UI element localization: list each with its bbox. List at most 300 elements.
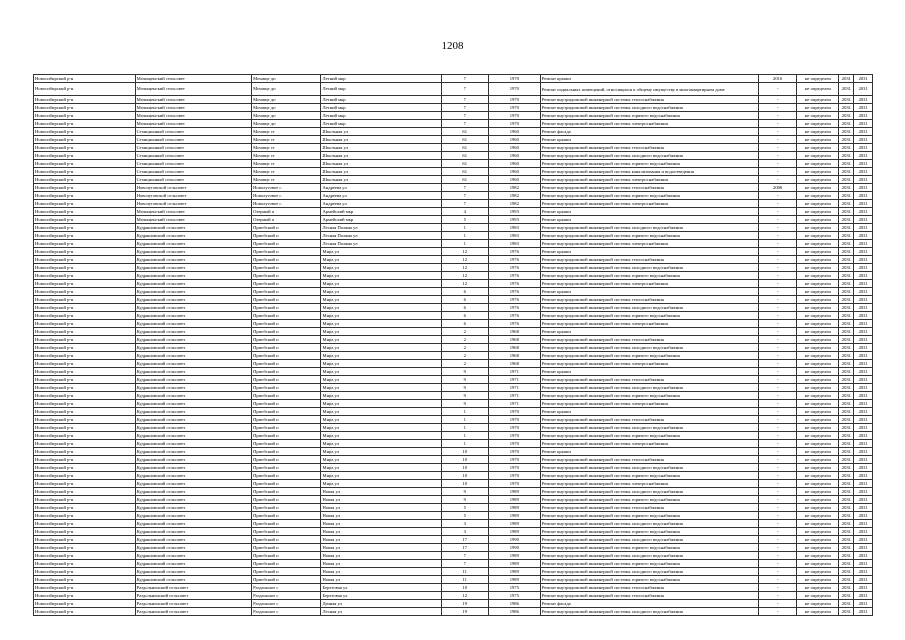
cell-cost: не определен — [797, 280, 839, 288]
cell-plan-start: 2031 — [839, 520, 854, 528]
cell-cost: не определен — [797, 208, 839, 216]
cell-build-year: 1970 — [488, 448, 540, 456]
cell-work-type: Ремонт внутридомовой инженерной системы теплоснабжения — [540, 416, 758, 424]
cell-settlement-council: Кудряшовский сельсовет — [135, 520, 251, 528]
cell-work-type: Ремонт внутридомовой инженерной системы холодного водоснабжения — [540, 552, 758, 560]
cell-last-repair-year: - — [758, 240, 796, 248]
cell-district: Новосибирский р-н — [34, 192, 136, 200]
cell-build-year: 1989 — [488, 520, 540, 528]
cell-cost: не определен — [797, 296, 839, 304]
cell-plan-end: 2031 — [854, 232, 873, 240]
cell-street: Мира ул — [321, 408, 441, 416]
cell-cost: не определен — [797, 336, 839, 344]
cell-work-type: Ремонт крыши — [540, 216, 758, 224]
cell-plan-start: 2031 — [839, 152, 854, 160]
cell-locality: Приобский п — [252, 312, 321, 320]
cell-settlement-council: Кудряшовский сельсовет — [135, 456, 251, 464]
cell-last-repair-year: - — [758, 584, 796, 592]
cell-cost: не определен — [797, 448, 839, 456]
cell-district: Новосибирский р-н — [34, 96, 136, 104]
cell-district: Новосибирский р-н — [34, 528, 136, 536]
cell-street: Березовая ул — [321, 592, 441, 600]
cell-locality: Приобский п — [252, 288, 321, 296]
cell-cost: не определен — [797, 544, 839, 552]
cell-settlement-council: Кудряшовский сельсовет — [135, 376, 251, 384]
cell-locality: Приобский п — [252, 512, 321, 520]
cell-build-year: 1968 — [488, 360, 540, 368]
cell-build-year: 1970 — [488, 112, 540, 120]
cell-work-type: Ремонт внутридомовой инженерной системы теплоснабжения — [540, 456, 758, 464]
cell-build-year: 1982 — [488, 200, 540, 208]
cell-district: Новосибирский р-н — [34, 384, 136, 392]
cell-cost: не определен — [797, 432, 839, 440]
cell-settlement-council: Кудряшовский сельсовет — [135, 240, 251, 248]
cell-plan-start: 2031 — [839, 528, 854, 536]
cell-work-type: Ремонт крыши — [540, 368, 758, 376]
cell-plan-start: 2031 — [839, 216, 854, 224]
cell-work-type: Ремонт внутридомовой инженерной системы электроснабжения — [540, 200, 758, 208]
cell-settlement-council: Кудряшовский сельсовет — [135, 504, 251, 512]
cell-district: Новосибирский р-н — [34, 552, 136, 560]
cell-build-year: 1970 — [488, 432, 540, 440]
cell-last-repair-year: - — [758, 200, 796, 208]
cell-plan-end: 2031 — [854, 144, 873, 152]
cell-work-type: Ремонт внутридомовой инженерной системы холодного водоснабжения — [540, 608, 758, 616]
cell-plan-end: 2031 — [854, 544, 873, 552]
cell-settlement-council: Мочищенский сельсовет — [135, 120, 251, 128]
cell-plan-start: 2031 — [839, 496, 854, 504]
cell-last-repair-year: - — [758, 264, 796, 272]
cell-street: Летний мкр — [321, 83, 441, 96]
cell-build-year: 1986 — [488, 608, 540, 616]
cell-district: Новосибирский р-н — [34, 496, 136, 504]
cell-cost: не определен — [797, 528, 839, 536]
cell-last-repair-year: - — [758, 328, 796, 336]
cell-plan-start: 2031 — [839, 144, 854, 152]
cell-build-year: 1970 — [488, 120, 540, 128]
table-row — [34, 376, 873, 384]
cell-locality: Мочище ст — [252, 128, 321, 136]
table-row — [34, 600, 873, 608]
table-row — [34, 75, 873, 83]
table-body — [34, 75, 873, 616]
cell-street: Мира ул — [321, 456, 441, 464]
cell-district: Новосибирский р-н — [34, 208, 136, 216]
cell-street: Мира ул — [321, 344, 441, 352]
cell-last-repair-year: - — [758, 472, 796, 480]
cell-cost: не определен — [797, 592, 839, 600]
cell-plan-end: 2031 — [854, 264, 873, 272]
cell-last-repair-year: - — [758, 528, 796, 536]
table-row — [34, 464, 873, 472]
cell-build-year: 1983 — [488, 224, 540, 232]
cell-cost: не определен — [797, 600, 839, 608]
cell-work-type: Ремонт внутридомовой инженерной системы холодного водоснабжения — [540, 152, 758, 160]
table-row — [34, 312, 873, 320]
cell-settlement-council: Мочищенский сельсовет — [135, 96, 251, 104]
cell-district: Новосибирский р-н — [34, 432, 136, 440]
table-row — [34, 368, 873, 376]
cell-street: Мира ул — [321, 352, 441, 360]
cell-street: Мира ул — [321, 320, 441, 328]
cell-cost: не определен — [797, 83, 839, 96]
cell-plan-end: 2031 — [854, 448, 873, 456]
cell-cost: не определен — [797, 408, 839, 416]
cell-last-repair-year: - — [758, 360, 796, 368]
cell-plan-start: 2031 — [839, 448, 854, 456]
table-row — [34, 120, 873, 128]
cell-house-number: 7 — [441, 192, 488, 200]
cell-last-repair-year: - — [758, 560, 796, 568]
cell-cost: не определен — [797, 120, 839, 128]
cell-last-repair-year: - — [758, 480, 796, 488]
cell-district: Новосибирский р-н — [34, 256, 136, 264]
cell-house-number: 6 — [441, 288, 488, 296]
cell-locality: Приобский п — [252, 552, 321, 560]
cell-plan-end: 2031 — [854, 536, 873, 544]
cell-plan-end: 2031 — [854, 216, 873, 224]
cell-locality: Приобский п — [252, 488, 321, 496]
cell-build-year: 1990 — [488, 544, 540, 552]
cell-work-type: Ремонт внутридомовой инженерной системы теплоснабжения — [540, 256, 758, 264]
cell-street: Мира ул — [321, 480, 441, 488]
cell-build-year: 1971 — [488, 384, 540, 392]
cell-plan-start: 2031 — [839, 104, 854, 112]
cell-plan-start: 2031 — [839, 264, 854, 272]
cell-house-number: 7 — [441, 120, 488, 128]
cell-cost: не определен — [797, 224, 839, 232]
cell-plan-start: 2031 — [839, 376, 854, 384]
cell-street: Мира ул — [321, 416, 441, 424]
cell-build-year: 1960 — [488, 152, 540, 160]
cell-last-repair-year: - — [758, 160, 796, 168]
cell-settlement-council: Кудряшовский сельсовет — [135, 544, 251, 552]
cell-cost: не определен — [797, 360, 839, 368]
cell-locality: Приобский п — [252, 384, 321, 392]
cell-work-type: Ремонт внутридомовой инженерной системы горячего водоснабжения — [540, 232, 758, 240]
cell-cost: не определен — [797, 520, 839, 528]
cell-locality: Приобский п — [252, 296, 321, 304]
cell-last-repair-year: - — [758, 312, 796, 320]
cell-cost: не определен — [797, 200, 839, 208]
cell-plan-start: 2031 — [839, 552, 854, 560]
cell-settlement-council: Кудряшовский сельсовет — [135, 360, 251, 368]
cell-settlement-council: Раздольненский сельсовет — [135, 608, 251, 616]
cell-build-year: 1970 — [488, 416, 540, 424]
table-row — [34, 360, 873, 368]
cell-plan-end: 2031 — [854, 192, 873, 200]
table-row — [34, 264, 873, 272]
cell-street: Мира ул — [321, 384, 441, 392]
cell-house-number: 9 — [441, 376, 488, 384]
cell-cost: не определен — [797, 144, 839, 152]
cell-plan-end: 2031 — [854, 328, 873, 336]
cell-build-year: 1970 — [488, 104, 540, 112]
cell-build-year: 1970 — [488, 75, 540, 83]
cell-district: Новосибирский р-н — [34, 152, 136, 160]
cell-work-type: Ремонт внутридомовой инженерной системы холодного водоснабжения — [540, 488, 758, 496]
cell-street: Школьная ул — [321, 176, 441, 184]
cell-last-repair-year: - — [758, 336, 796, 344]
cell-settlement-council: Кудряшовский сельсовет — [135, 264, 251, 272]
cell-work-type: Ремонт внутридомовой инженерной системы электроснабжения — [540, 360, 758, 368]
cell-work-type: Ремонт внутридомовой инженерной системы горячего водоснабжения — [540, 352, 758, 360]
cell-settlement-council: Кудряшовский сельсовет — [135, 288, 251, 296]
cell-cost: не определен — [797, 552, 839, 560]
cell-locality: Приобский п — [252, 264, 321, 272]
cell-house-number: 11 — [441, 576, 488, 584]
cell-build-year: 1976 — [488, 304, 540, 312]
cell-settlement-council: Кудряшовский сельсовет — [135, 408, 251, 416]
cell-street: Мира ул — [321, 464, 441, 472]
cell-locality: Раздольное с — [252, 584, 321, 592]
cell-house-number: 5 — [441, 504, 488, 512]
cell-house-number: 1 — [441, 232, 488, 240]
cell-cost: не определен — [797, 304, 839, 312]
cell-street: Мира ул — [321, 336, 441, 344]
cell-house-number: 4 — [441, 208, 488, 216]
table-row — [34, 288, 873, 296]
cell-street: Мира ул — [321, 312, 441, 320]
cell-house-number: 9 — [441, 488, 488, 496]
cell-street: Андреева ул — [321, 200, 441, 208]
cell-street: Новая ул — [321, 528, 441, 536]
cell-locality: Приобский п — [252, 504, 321, 512]
cell-locality: Приобский п — [252, 320, 321, 328]
table-row — [34, 544, 873, 552]
cell-plan-end: 2031 — [854, 520, 873, 528]
table-row — [34, 304, 873, 312]
cell-plan-start: 2031 — [839, 176, 854, 184]
cell-last-repair-year: - — [758, 456, 796, 464]
cell-house-number: 10 — [441, 584, 488, 592]
cell-cost: не определен — [797, 464, 839, 472]
cell-build-year: 1971 — [488, 368, 540, 376]
cell-plan-end: 2031 — [854, 488, 873, 496]
cell-cost: не определен — [797, 184, 839, 192]
cell-work-type: Ремонт подвальных помещений, относящихся к общему имуществу в многоквартирном доме — [540, 83, 758, 96]
cell-work-type: Ремонт внутридомовой инженерной системы горячего водоснабжения — [540, 192, 758, 200]
cell-settlement-council: Кудряшовский сельсовет — [135, 496, 251, 504]
cell-district: Новосибирский р-н — [34, 296, 136, 304]
cell-plan-start: 2031 — [839, 304, 854, 312]
cell-locality: Мочище ст — [252, 176, 321, 184]
cell-house-number: 2 — [441, 360, 488, 368]
cell-plan-start: 2031 — [839, 224, 854, 232]
cell-district: Новосибирский р-н — [34, 568, 136, 576]
cell-house-number: 9 — [441, 368, 488, 376]
cell-district: Новосибирский р-н — [34, 280, 136, 288]
cell-build-year: 1989 — [488, 504, 540, 512]
cell-locality: Мочище ст — [252, 136, 321, 144]
table-row — [34, 168, 873, 176]
cell-house-number: 61 — [441, 168, 488, 176]
cell-street: Мира ул — [321, 264, 441, 272]
cell-last-repair-year: - — [758, 112, 796, 120]
cell-street: Новая ул — [321, 488, 441, 496]
cell-district: Новосибирский р-н — [34, 320, 136, 328]
cell-cost: не определен — [797, 152, 839, 160]
cell-locality: Мочище ст — [252, 144, 321, 152]
cell-street: Андреева ул — [321, 192, 441, 200]
cell-plan-end: 2031 — [854, 256, 873, 264]
cell-last-repair-year: - — [758, 272, 796, 280]
cell-street: Школьная ул — [321, 136, 441, 144]
cell-settlement-council: Кудряшовский сельсовет — [135, 488, 251, 496]
cell-street: Мира ул — [321, 296, 441, 304]
cell-street: Лесная ул — [321, 608, 441, 616]
cell-work-type: Ремонт внутридомовой инженерной системы холодного водоснабжения — [540, 104, 758, 112]
cell-locality: Приобский п — [252, 352, 321, 360]
cell-house-number: 2 — [441, 328, 488, 336]
cell-work-type: Ремонт внутридомовой инженерной системы горячего водоснабжения — [540, 560, 758, 568]
cell-locality: Мочище дп — [252, 83, 321, 96]
cell-build-year: 1971 — [488, 376, 540, 384]
cell-cost: не определен — [797, 376, 839, 384]
cell-build-year: 1989 — [488, 512, 540, 520]
cell-settlement-council: Новолуговской сельсовет — [135, 192, 251, 200]
cell-build-year: 1970 — [488, 408, 540, 416]
cell-cost: не определен — [797, 128, 839, 136]
cell-last-repair-year: - — [758, 408, 796, 416]
cell-cost: не определен — [797, 440, 839, 448]
cell-build-year: 1976 — [488, 320, 540, 328]
cell-last-repair-year: - — [758, 152, 796, 160]
cell-cost: не определен — [797, 328, 839, 336]
table-row — [34, 568, 873, 576]
cell-build-year: 1986 — [488, 600, 540, 608]
table-row — [34, 440, 873, 448]
cell-settlement-council: Кудряшовский сельсовет — [135, 224, 251, 232]
cell-build-year: 1989 — [488, 488, 540, 496]
table-row — [34, 296, 873, 304]
cell-settlement-council: Кудряшовский сельсовет — [135, 320, 251, 328]
cell-build-year: 1976 — [488, 312, 540, 320]
cell-street: Новая ул — [321, 504, 441, 512]
cell-last-repair-year: - — [758, 392, 796, 400]
cell-settlement-council: Кудряшовский сельсовет — [135, 480, 251, 488]
cell-street: Летний мкр — [321, 75, 441, 83]
cell-district: Новосибирский р-н — [34, 376, 136, 384]
table-row — [34, 104, 873, 112]
cell-plan-end: 2031 — [854, 376, 873, 384]
table-row — [34, 472, 873, 480]
cell-plan-start: 2031 — [839, 368, 854, 376]
cell-plan-end: 2031 — [854, 83, 873, 96]
cell-house-number: 10 — [441, 456, 488, 464]
cell-street: Мира ул — [321, 272, 441, 280]
cell-cost: не определен — [797, 104, 839, 112]
cell-last-repair-year: - — [758, 216, 796, 224]
cell-build-year: 1975 — [488, 592, 540, 600]
cell-house-number: 7 — [441, 184, 488, 192]
cell-plan-start: 2031 — [839, 592, 854, 600]
cell-house-number: 1 — [441, 240, 488, 248]
table-row — [34, 608, 873, 616]
cell-cost: не определен — [797, 256, 839, 264]
cell-cost: не определен — [797, 472, 839, 480]
cell-plan-end: 2031 — [854, 440, 873, 448]
cell-cost: не определен — [797, 384, 839, 392]
cell-street: Школьная ул — [321, 152, 441, 160]
cell-plan-end: 2031 — [854, 416, 873, 424]
cell-cost: не определен — [797, 248, 839, 256]
cell-plan-start: 2031 — [839, 208, 854, 216]
cell-settlement-council: Кудряшовский сельсовет — [135, 296, 251, 304]
cell-settlement-council: Кудряшовский сельсовет — [135, 336, 251, 344]
cell-build-year: 1993 — [488, 208, 540, 216]
cell-work-type: Ремонт внутридомовой инженерной системы теплоснабжения — [540, 184, 758, 192]
cell-build-year: 1960 — [488, 176, 540, 184]
cell-last-repair-year: - — [758, 128, 796, 136]
cell-street: Мира ул — [321, 280, 441, 288]
cell-settlement-council: Мочищенский сельсовет — [135, 112, 251, 120]
cell-cost: не определен — [797, 584, 839, 592]
cell-locality: Мочище ст — [252, 160, 321, 168]
table-row — [34, 240, 873, 248]
cell-work-type: Ремонт внутридомовой инженерной системы электроснабжения — [540, 440, 758, 448]
cell-build-year: 1970 — [488, 472, 540, 480]
cell-build-year: 1983 — [488, 240, 540, 248]
cell-house-number: 6 — [441, 320, 488, 328]
cell-last-repair-year: - — [758, 432, 796, 440]
table-row — [34, 272, 873, 280]
cell-work-type: Ремонт внутридомовой инженерной системы холодного водоснабжения — [540, 384, 758, 392]
cell-plan-start: 2031 — [839, 232, 854, 240]
cell-cost: не определен — [797, 232, 839, 240]
cell-work-type: Ремонт внутридомовой инженерной системы холодного водоснабжения — [540, 424, 758, 432]
table-row — [34, 136, 873, 144]
cell-locality: Мочище дп — [252, 112, 321, 120]
cell-street: Мира ул — [321, 328, 441, 336]
cell-plan-start: 2031 — [839, 288, 854, 296]
cell-plan-end: 2031 — [854, 504, 873, 512]
table-row — [34, 128, 873, 136]
cell-plan-end: 2031 — [854, 184, 873, 192]
table-row — [34, 392, 873, 400]
cell-cost: не определен — [797, 352, 839, 360]
cell-last-repair-year: - — [758, 288, 796, 296]
cell-cost: не определен — [797, 576, 839, 584]
cell-plan-start: 2031 — [839, 272, 854, 280]
cell-plan-start: 2031 — [839, 576, 854, 584]
cell-house-number: 12 — [441, 280, 488, 288]
table-row — [34, 216, 873, 224]
cell-district: Новосибирский р-н — [34, 448, 136, 456]
cell-cost: не определен — [797, 112, 839, 120]
cell-plan-start: 2031 — [839, 384, 854, 392]
cell-plan-end: 2031 — [854, 75, 873, 83]
cell-district: Новосибирский р-н — [34, 112, 136, 120]
cell-plan-end: 2031 — [854, 224, 873, 232]
cell-house-number: 7 — [441, 75, 488, 83]
cell-last-repair-year: 2010 — [758, 75, 796, 83]
cell-settlement-council: Новолуговской сельсовет — [135, 200, 251, 208]
cell-locality: Мочище дп — [252, 104, 321, 112]
cell-street: Армейский мкр — [321, 216, 441, 224]
cell-district: Новосибирский р-н — [34, 544, 136, 552]
cell-last-repair-year: - — [758, 400, 796, 408]
cell-build-year: 1993 — [488, 216, 540, 224]
table-row — [34, 96, 873, 104]
cell-plan-start: 2031 — [839, 424, 854, 432]
cell-settlement-council: Кудряшовский сельсовет — [135, 552, 251, 560]
cell-house-number: 12 — [441, 256, 488, 264]
cell-street: Дачная ул — [321, 600, 441, 608]
cell-work-type: Ремонт внутридомовой инженерной системы теплоснабжения — [540, 584, 758, 592]
cell-work-type: Ремонт внутридомовой инженерной системы горячего водоснабжения — [540, 528, 758, 536]
cell-settlement-council: Кудряшовский сельсовет — [135, 440, 251, 448]
